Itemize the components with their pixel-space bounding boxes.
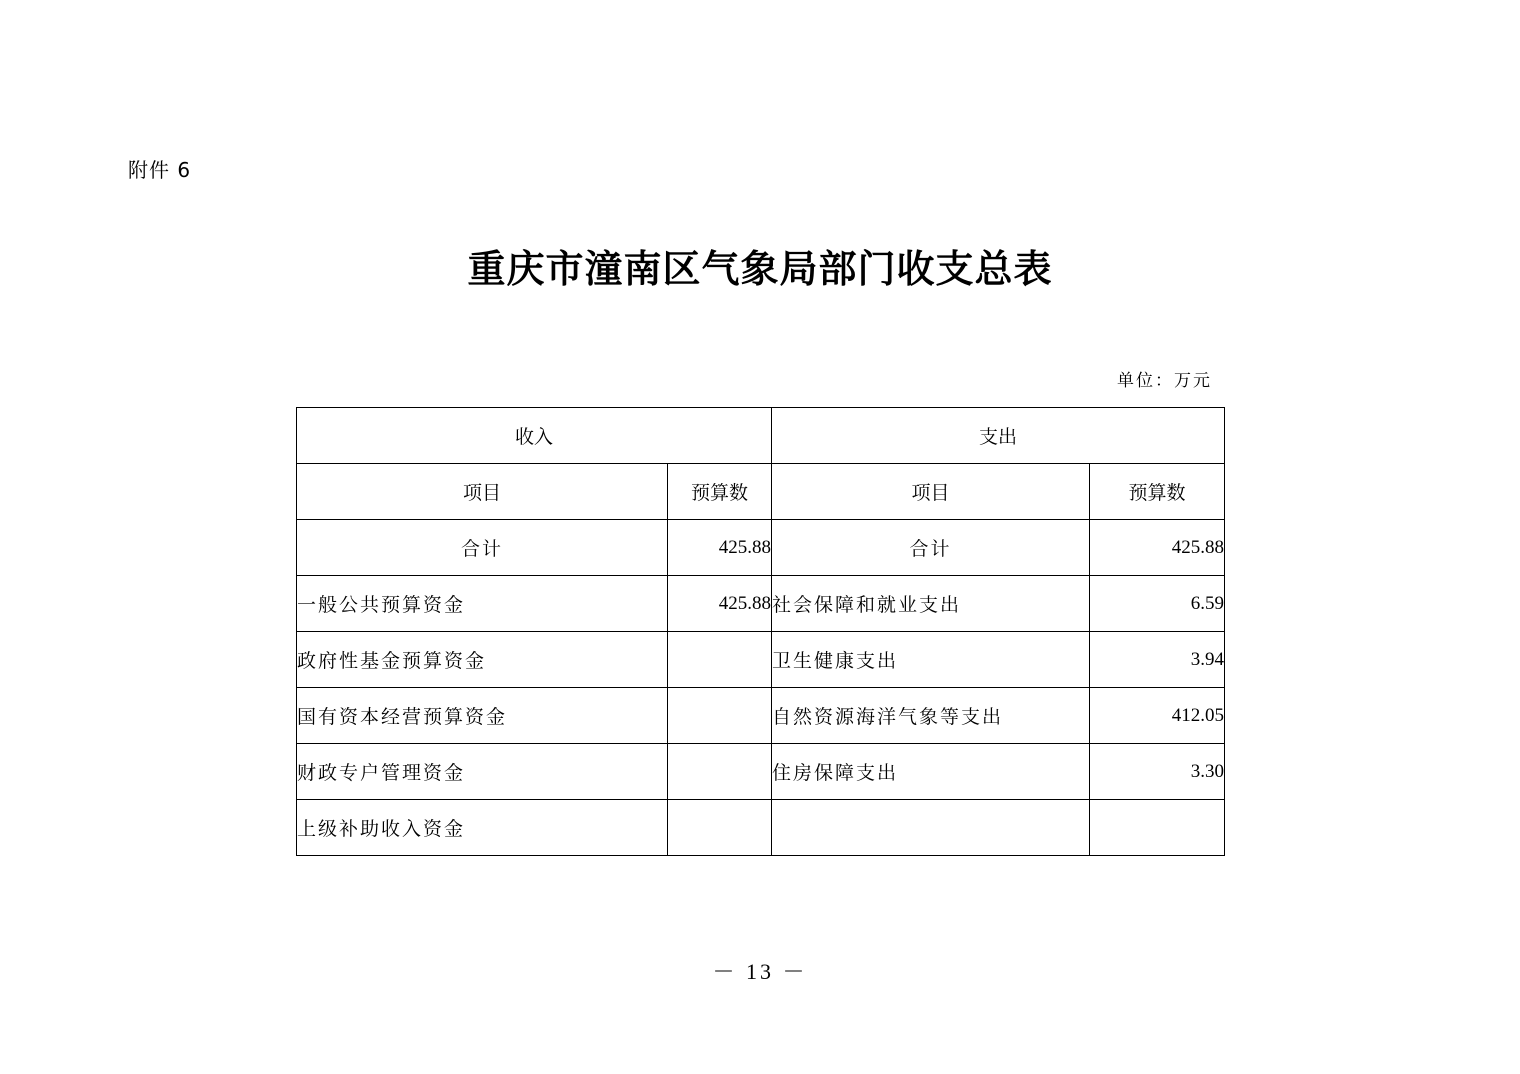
budget-summary-table: [296, 407, 1225, 856]
income-item-column-header: 项目: [297, 464, 668, 520]
income-total-label: 合计: [297, 520, 668, 576]
expense-total-value: 425.88: [1090, 520, 1225, 576]
expense-item: 社会保障和就业支出: [772, 576, 1090, 632]
income-value: [668, 632, 772, 688]
income-value: [668, 688, 772, 744]
income-total-value: 425.88: [668, 520, 772, 576]
attachment-label: 附件 6: [128, 158, 192, 182]
table-row: [297, 576, 1225, 632]
income-item: 财政专户管理资金: [297, 744, 668, 800]
table-row: [297, 744, 1225, 800]
total-row: [297, 520, 1225, 576]
expense-value: 3.30: [1090, 744, 1225, 800]
income-item: 一般公共预算资金: [297, 576, 668, 632]
income-value: [668, 800, 772, 856]
income-header: 收入: [297, 408, 772, 464]
expense-item: [772, 800, 1090, 856]
table-row: [297, 800, 1225, 856]
income-item: 国有资本经营预算资金: [297, 688, 668, 744]
income-value: [668, 744, 772, 800]
page-number: － 13 －: [712, 959, 808, 984]
expense-value: 6.59: [1090, 576, 1225, 632]
expense-item: 自然资源海洋气象等支出: [772, 688, 1090, 744]
expense-header: 支出: [772, 408, 1225, 464]
page-title: 重庆市潼南区气象局部门收支总表: [467, 246, 1053, 291]
expense-value: 3.94: [1090, 632, 1225, 688]
expense-budget-column-header: 预算数: [1090, 464, 1225, 520]
column-header-row: [297, 464, 1225, 520]
unit-label: 单位：万元: [1117, 371, 1212, 391]
table-row: [297, 632, 1225, 688]
expense-value: [1090, 800, 1225, 856]
section-header-row: [297, 408, 1225, 464]
income-budget-column-header: 预算数: [668, 464, 772, 520]
expense-item: 卫生健康支出: [772, 632, 1090, 688]
expense-item: 住房保障支出: [772, 744, 1090, 800]
expense-total-label: 合计: [772, 520, 1090, 576]
income-item: 政府性基金预算资金: [297, 632, 668, 688]
table-row: [297, 688, 1225, 744]
expense-item-column-header: 项目: [772, 464, 1090, 520]
income-value: 425.88: [668, 576, 772, 632]
income-item: 上级补助收入资金: [297, 800, 668, 856]
expense-value: 412.05: [1090, 688, 1225, 744]
